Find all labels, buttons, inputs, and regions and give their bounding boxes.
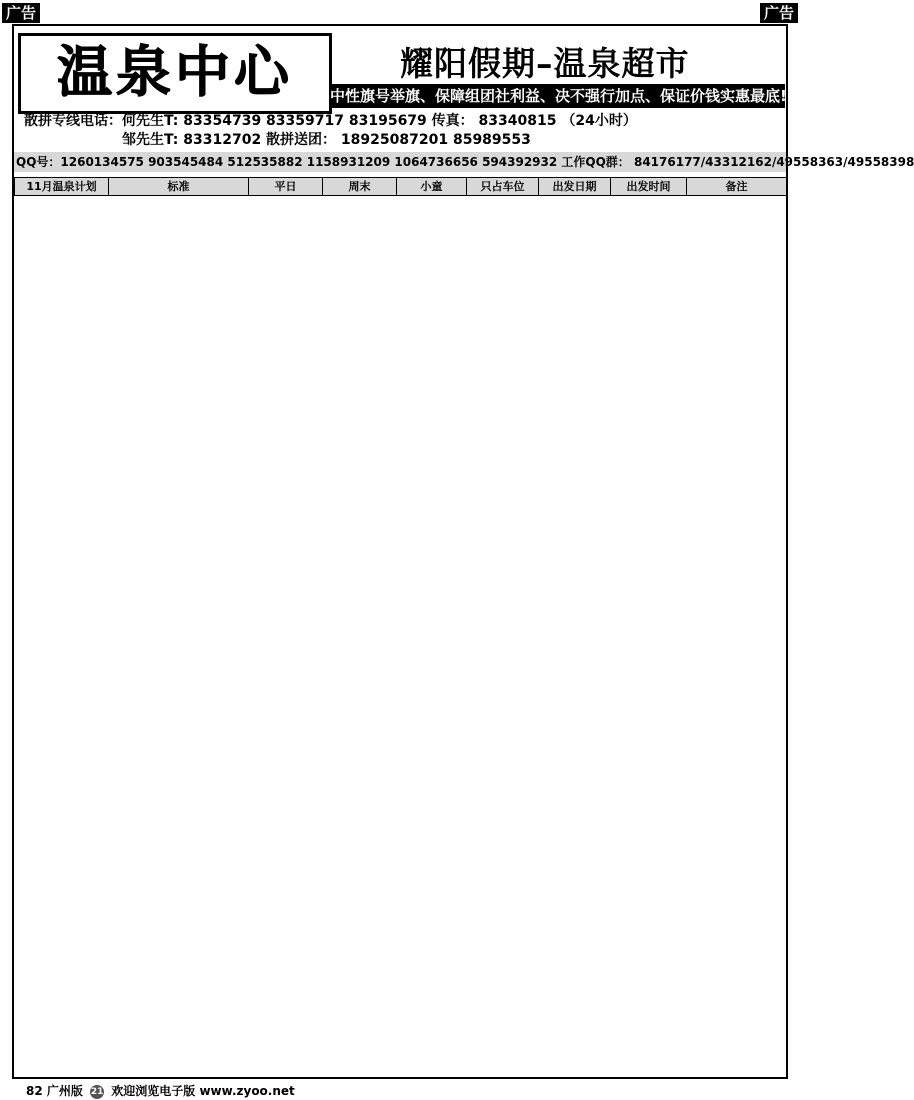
tour-table <box>14 177 787 196</box>
col-header: 平日 <box>249 178 323 196</box>
contact-info <box>24 112 784 150</box>
col-header: 出发时间 <box>611 178 687 196</box>
slogan-bar: 中性旗号举旗、保障组团社利益、决不强行加点、保证价钱实惠最底! <box>330 84 785 108</box>
qq-line: QQ号：1260134575 903545484 512535882 1158931209 1064736656 594392932 工作QQ群： 84176177/43312162/49558363/49558398 <box>14 152 786 172</box>
contact-line: 散拼专线电话：何先生T: 83354739 83359717 83195679 传真： 83340815 （24小时） <box>24 113 637 129</box>
col-header: 小童 <box>397 178 467 196</box>
col-header: 周末 <box>323 178 397 196</box>
footer-text: 欢迎浏览电子版 www.zyoo.net <box>111 1084 295 1098</box>
table-header-row <box>15 178 787 196</box>
col-header: 只占车位 <box>467 178 539 196</box>
page-number: 82 <box>26 1084 43 1098</box>
col-header: 出发日期 <box>539 178 611 196</box>
ad-tag-right: 广告 <box>760 3 798 23</box>
footer <box>26 1082 295 1099</box>
logo-title: 温泉中心 <box>18 33 332 114</box>
edition-label: 广州版 <box>46 1084 83 1098</box>
col-header: 标准 <box>109 178 249 196</box>
ad-tag-left: 广告 <box>2 3 40 23</box>
contact-line: 邹先生T: 83312702 散拼送团： 18925087201 85989553 <box>24 132 531 148</box>
col-header: 11月温泉计划 <box>15 178 109 196</box>
col-header: 备注 <box>687 178 787 196</box>
brand-title: 耀阳假期–温泉超市 <box>400 44 690 83</box>
edition-badge-icon: 21 <box>90 1086 104 1097</box>
